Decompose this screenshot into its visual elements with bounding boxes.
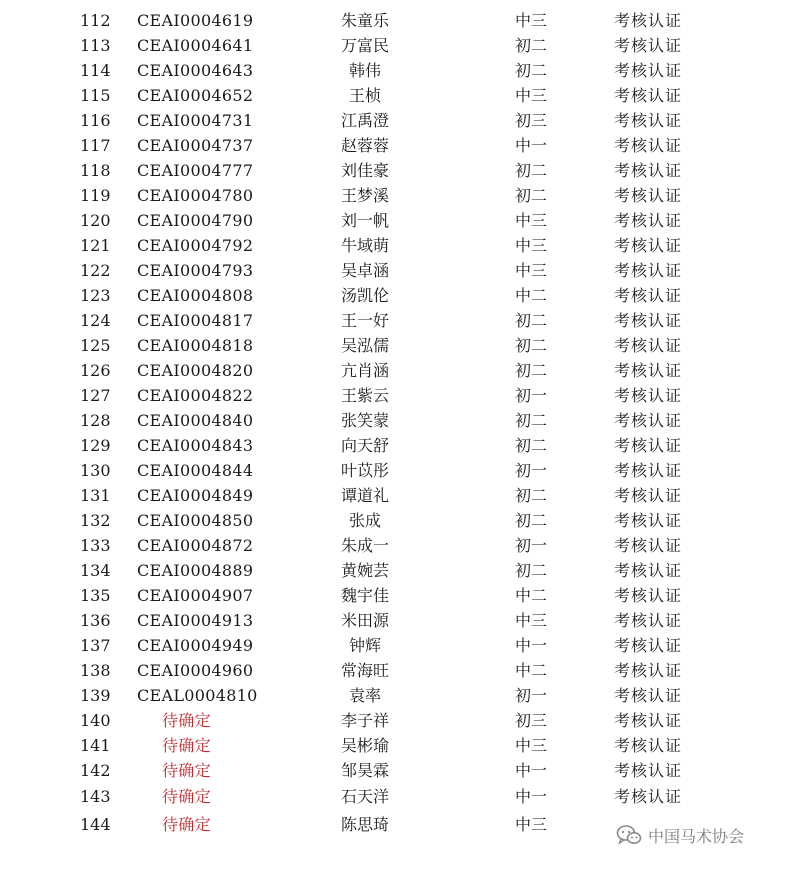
certification-type: 考核认证 bbox=[614, 761, 683, 780]
row-number: 122 bbox=[80, 261, 111, 280]
certification-type: 考核认证 bbox=[614, 736, 683, 755]
member-name: 赵蓉蓉 bbox=[340, 136, 389, 155]
member-grade: 中三 bbox=[515, 736, 548, 755]
certification-type: 考核认证 bbox=[614, 111, 683, 130]
row-number: 119 bbox=[80, 186, 111, 205]
row-number: 124 bbox=[80, 311, 111, 330]
table-row bbox=[0, 558, 792, 583]
member-id: CEAI0004641 bbox=[137, 36, 254, 55]
certification-type: 考核认证 bbox=[614, 211, 683, 230]
member-id: CEAI0004652 bbox=[137, 86, 254, 105]
member-id: CEAI0004737 bbox=[137, 136, 254, 155]
member-name: 陈思琦 bbox=[340, 815, 389, 834]
certification-type: 考核认证 bbox=[614, 561, 683, 580]
certification-type: 考核认证 bbox=[614, 311, 683, 330]
member-grade: 初二 bbox=[515, 186, 548, 205]
table-row bbox=[0, 208, 792, 233]
row-number: 115 bbox=[80, 86, 111, 105]
table-row bbox=[0, 483, 792, 508]
table-row bbox=[0, 783, 792, 811]
member-grade: 初一 bbox=[515, 536, 548, 555]
member-grade: 初二 bbox=[515, 161, 548, 180]
member-name: 刘一帆 bbox=[340, 211, 389, 230]
member-name: 江禹澄 bbox=[340, 111, 389, 130]
row-number: 113 bbox=[80, 36, 111, 55]
table-row bbox=[0, 408, 792, 433]
member-name: 王一好 bbox=[340, 311, 389, 330]
table-row bbox=[0, 683, 792, 708]
row-number: 120 bbox=[80, 211, 111, 230]
member-id: CEAL0004810 bbox=[137, 686, 258, 705]
member-name: 邹昊霖 bbox=[340, 761, 389, 780]
watermark-text: 中国马术协会 bbox=[648, 826, 745, 846]
member-grade: 初二 bbox=[515, 336, 548, 355]
table-row bbox=[0, 733, 792, 758]
member-name: 万富民 bbox=[340, 36, 389, 55]
member-grade: 初二 bbox=[515, 361, 548, 380]
certification-type: 考核认证 bbox=[614, 236, 683, 255]
certification-type: 考核认证 bbox=[614, 486, 683, 505]
member-id: CEAI0004817 bbox=[137, 311, 254, 330]
member-grade: 中三 bbox=[515, 86, 548, 105]
member-id: 待确定 bbox=[162, 815, 211, 834]
member-id: CEAI0004820 bbox=[137, 361, 254, 380]
member-id: 待确定 bbox=[162, 711, 211, 730]
certification-type: 考核认证 bbox=[614, 136, 683, 155]
member-name: 谭道礼 bbox=[340, 486, 389, 505]
member-id: CEAI0004793 bbox=[137, 261, 254, 280]
table-row bbox=[0, 583, 792, 608]
row-number: 117 bbox=[80, 136, 111, 155]
certification-type: 考核认证 bbox=[614, 536, 683, 555]
member-name: 米田源 bbox=[340, 611, 389, 630]
table-row bbox=[0, 133, 792, 158]
table-row bbox=[0, 183, 792, 208]
member-grade: 初一 bbox=[515, 386, 548, 405]
member-grade: 中三 bbox=[515, 211, 548, 230]
member-id: CEAI0004792 bbox=[137, 236, 254, 255]
member-id: CEAI0004643 bbox=[137, 61, 254, 80]
row-number: 123 bbox=[80, 286, 111, 305]
member-id: CEAI0004840 bbox=[137, 411, 254, 430]
member-name: 王紫云 bbox=[340, 386, 389, 405]
row-number: 132 bbox=[80, 511, 111, 530]
certification-type: 考核认证 bbox=[614, 161, 683, 180]
certification-type: 考核认证 bbox=[614, 186, 683, 205]
row-number: 134 bbox=[80, 561, 111, 580]
row-number: 142 bbox=[80, 761, 111, 780]
table-row bbox=[0, 83, 792, 108]
table-row bbox=[0, 333, 792, 358]
member-id: CEAI0004949 bbox=[137, 636, 254, 655]
member-grade: 中一 bbox=[515, 636, 548, 655]
table-row bbox=[0, 233, 792, 258]
member-name: 亢肖涵 bbox=[340, 361, 389, 380]
certification-type: 考核认证 bbox=[614, 686, 683, 705]
row-number: 141 bbox=[80, 736, 111, 755]
row-number: 139 bbox=[80, 686, 111, 705]
member-name: 黄婉芸 bbox=[340, 561, 389, 580]
member-id: CEAI0004960 bbox=[137, 661, 254, 680]
row-number: 140 bbox=[80, 711, 111, 730]
row-number: 135 bbox=[80, 586, 111, 605]
member-grade: 初二 bbox=[515, 311, 548, 330]
member-id: CEAI0004619 bbox=[137, 11, 254, 30]
certification-type: 考核认证 bbox=[614, 286, 683, 305]
watermark bbox=[612, 820, 748, 850]
member-id: CEAI0004822 bbox=[137, 386, 254, 405]
member-name: 叶苡彤 bbox=[340, 461, 389, 480]
certification-type: 考核认证 bbox=[614, 787, 683, 806]
member-id: CEAI0004818 bbox=[137, 336, 254, 355]
table-row bbox=[0, 8, 792, 33]
table-row bbox=[0, 633, 792, 658]
member-grade: 中二 bbox=[515, 286, 548, 305]
member-grade: 中三 bbox=[515, 815, 548, 834]
table-row bbox=[0, 533, 792, 558]
member-name: 王桢 bbox=[348, 86, 381, 105]
member-name: 张笑蒙 bbox=[340, 411, 389, 430]
member-id: CEAI0004808 bbox=[137, 286, 254, 305]
table-row bbox=[0, 508, 792, 533]
certification-type: 考核认证 bbox=[614, 86, 683, 105]
table-row bbox=[0, 108, 792, 133]
member-grade: 中二 bbox=[515, 586, 548, 605]
table-row bbox=[0, 58, 792, 83]
member-grade: 中二 bbox=[515, 661, 548, 680]
member-name: 向天舒 bbox=[340, 436, 389, 455]
row-number: 143 bbox=[80, 787, 111, 806]
row-number: 128 bbox=[80, 411, 111, 430]
table-row bbox=[0, 433, 792, 458]
member-name: 吴彬瑜 bbox=[340, 736, 389, 755]
certification-type: 考核认证 bbox=[614, 361, 683, 380]
certification-type: 考核认证 bbox=[614, 411, 683, 430]
member-grade: 初一 bbox=[515, 686, 548, 705]
member-id: CEAI0004731 bbox=[137, 111, 254, 130]
row-number: 131 bbox=[80, 486, 111, 505]
member-name: 袁率 bbox=[348, 686, 381, 705]
member-grade: 初二 bbox=[515, 511, 548, 530]
member-id: CEAI0004777 bbox=[137, 161, 254, 180]
certification-type: 考核认证 bbox=[614, 461, 683, 480]
member-id: CEAI0004780 bbox=[137, 186, 254, 205]
table-row bbox=[0, 658, 792, 683]
member-grade: 初三 bbox=[515, 711, 548, 730]
table-row bbox=[0, 383, 792, 408]
row-number: 130 bbox=[80, 461, 111, 480]
row-number: 121 bbox=[80, 236, 111, 255]
row-number: 114 bbox=[80, 61, 111, 80]
certification-type: 考核认证 bbox=[614, 61, 683, 80]
member-id: CEAI0004843 bbox=[137, 436, 254, 455]
table-row bbox=[0, 283, 792, 308]
table-row bbox=[0, 308, 792, 333]
member-grade: 初二 bbox=[515, 36, 548, 55]
member-grade: 初二 bbox=[515, 436, 548, 455]
member-grade: 中三 bbox=[515, 11, 548, 30]
certification-type: 考核认证 bbox=[614, 636, 683, 655]
table-row bbox=[0, 358, 792, 383]
certification-type: 考核认证 bbox=[614, 436, 683, 455]
member-name: 常海旺 bbox=[340, 661, 389, 680]
table-row bbox=[0, 258, 792, 283]
row-number: 112 bbox=[80, 11, 111, 30]
member-id: CEAI0004849 bbox=[137, 486, 254, 505]
table-row bbox=[0, 33, 792, 58]
certification-type: 考核认证 bbox=[614, 11, 683, 30]
member-grade: 初二 bbox=[515, 61, 548, 80]
row-number: 136 bbox=[80, 611, 111, 630]
certification-type: 考核认证 bbox=[614, 611, 683, 630]
certification-type: 考核认证 bbox=[614, 36, 683, 55]
table-row bbox=[0, 758, 792, 783]
member-name: 吴泓儒 bbox=[340, 336, 389, 355]
member-id: 待确定 bbox=[162, 787, 211, 806]
member-grade: 中一 bbox=[515, 787, 548, 806]
member-table bbox=[0, 8, 792, 839]
member-name: 石天洋 bbox=[340, 787, 389, 806]
member-name: 钟辉 bbox=[348, 636, 381, 655]
member-name: 李子祥 bbox=[340, 711, 389, 730]
row-number: 127 bbox=[80, 386, 111, 405]
row-number: 144 bbox=[80, 815, 111, 834]
member-grade: 初二 bbox=[515, 411, 548, 430]
member-id: CEAI0004850 bbox=[137, 511, 254, 530]
table-row bbox=[0, 708, 792, 733]
row-number: 125 bbox=[80, 336, 111, 355]
member-name: 吴卓涵 bbox=[340, 261, 389, 280]
wechat-icon bbox=[616, 824, 642, 846]
row-number: 138 bbox=[80, 661, 111, 680]
certification-type: 考核认证 bbox=[614, 386, 683, 405]
certification-type: 考核认证 bbox=[614, 711, 683, 730]
row-number: 129 bbox=[80, 436, 111, 455]
member-grade: 中三 bbox=[515, 236, 548, 255]
table-row bbox=[0, 158, 792, 183]
member-grade: 初二 bbox=[515, 561, 548, 580]
member-name: 刘佳豪 bbox=[340, 161, 389, 180]
member-name: 魏宇佳 bbox=[340, 586, 389, 605]
row-number: 116 bbox=[80, 111, 111, 130]
member-id: CEAI0004889 bbox=[137, 561, 254, 580]
member-id: 待确定 bbox=[162, 761, 211, 780]
member-id: CEAI0004872 bbox=[137, 536, 254, 555]
certification-type: 考核认证 bbox=[614, 661, 683, 680]
row-number: 118 bbox=[80, 161, 111, 180]
member-grade: 初二 bbox=[515, 486, 548, 505]
member-name: 朱童乐 bbox=[340, 11, 389, 30]
member-name: 张成 bbox=[348, 511, 381, 530]
member-id: CEAI0004913 bbox=[137, 611, 254, 630]
member-id: 待确定 bbox=[162, 736, 211, 755]
certification-type: 考核认证 bbox=[614, 586, 683, 605]
member-grade: 初三 bbox=[515, 111, 548, 130]
row-number: 126 bbox=[80, 361, 111, 380]
member-grade: 中一 bbox=[515, 136, 548, 155]
member-name: 韩伟 bbox=[348, 61, 381, 80]
member-name: 汤凯伦 bbox=[340, 286, 389, 305]
member-grade: 中三 bbox=[515, 611, 548, 630]
member-id: CEAI0004907 bbox=[137, 586, 254, 605]
member-grade: 中一 bbox=[515, 761, 548, 780]
member-name: 牛域萌 bbox=[340, 236, 389, 255]
member-name: 王梦溪 bbox=[340, 186, 389, 205]
certification-type: 考核认证 bbox=[614, 511, 683, 530]
member-id: CEAI0004844 bbox=[137, 461, 254, 480]
row-number: 137 bbox=[80, 636, 111, 655]
member-grade: 中三 bbox=[515, 261, 548, 280]
certification-type: 考核认证 bbox=[614, 336, 683, 355]
member-id: CEAI0004790 bbox=[137, 211, 254, 230]
table-row bbox=[0, 458, 792, 483]
certification-type: 考核认证 bbox=[614, 261, 683, 280]
table-row bbox=[0, 608, 792, 633]
member-name: 朱成一 bbox=[340, 536, 389, 555]
row-number: 133 bbox=[80, 536, 111, 555]
member-grade: 初一 bbox=[515, 461, 548, 480]
